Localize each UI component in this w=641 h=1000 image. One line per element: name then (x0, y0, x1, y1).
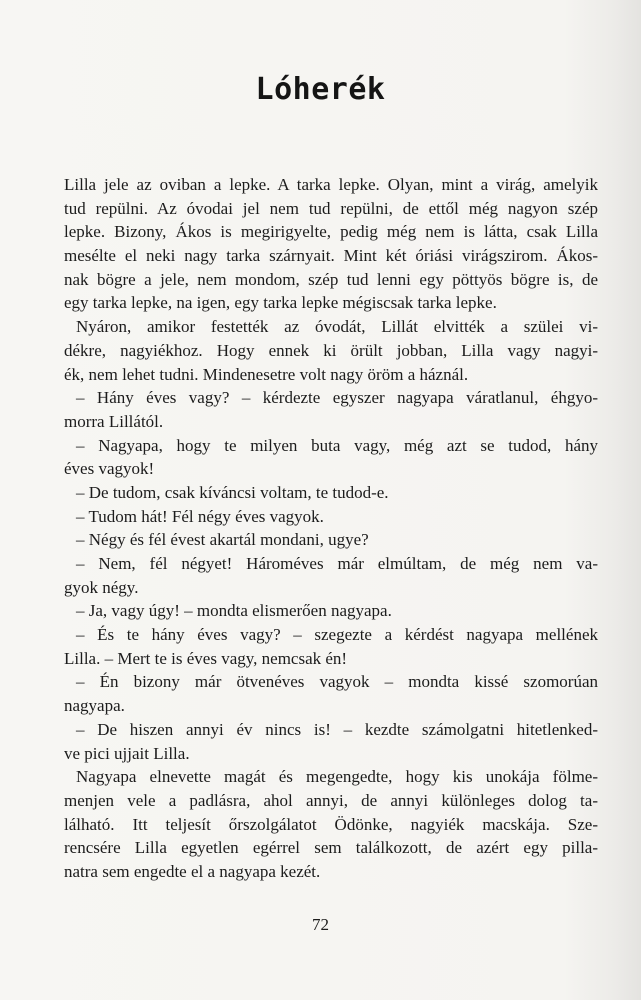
text-line: gyok négy. (64, 577, 139, 597)
text-line: ve pici ujjait Lilla. (64, 743, 190, 763)
text-line: Lilla. – Mert te is éves vagy, nemcsak én! (64, 648, 348, 668)
text-line: morra Lillától. (64, 411, 164, 431)
text-line: lálható. Itt teljesít őrszolgálatot Ödönke, nagyiék macskája. Sze- (64, 814, 598, 834)
text-line: Nagyapa elnevette magát és megengedte, hogy kis unokája fölme- (76, 767, 598, 787)
text-line: – Nem, fél négyet! Hároméves már elmúltam, de még nem va- (76, 554, 598, 573)
text-line: tud repülni. Az óvodai jel nem tud repülni, de ettől még nagyon szép (64, 198, 598, 218)
text-line: ék, nem lehet tudni. Mindenesetre volt nagy öröm a háznál. (64, 364, 469, 384)
text-line: – De tudom, csak kíváncsi voltam, te tudod-e. (76, 482, 389, 502)
text-line: nak bögre a jele, nem mondom, szép tud lenni egy pöttyös bögre is, de (64, 269, 598, 289)
text-line: nagyapa. (64, 696, 125, 716)
text-line: egy tarka lepke, na igen, egy tarka lepke mégiscsak tarka lepke. (64, 293, 497, 313)
text-line: lepke. Bizony, Ákos is megirigyelte, pedig még nem is látta, csak Lilla (64, 222, 598, 242)
text-line: – Én bizony már ötvenéves vagyok – mondta kissé szomorúan (76, 672, 598, 692)
text-line: – És te hány éves vagy? – szegezte a kérdést nagyapa mellének (76, 625, 598, 645)
body-text (64, 173, 598, 884)
text-line: menjen vele a padlásra, ahol annyi, de annyi különleges dolog ta- (64, 790, 598, 810)
text-line: Lilla jele az oviban a lepke. A tarka lepke. Olyan, mint a virág, amelyik (64, 175, 598, 194)
text-line: – Négy és fél évest akartál mondani, ugye? (76, 530, 369, 550)
page-number: 72 (312, 915, 329, 934)
text-line: – Ja, vagy úgy! – mondta elismerően nagyapa. (76, 601, 392, 621)
text-line: éves vagyok! (64, 459, 155, 479)
text-line: dékre, nagyiékhoz. Hogy ennek ki örült jobban, Lilla vagy nagyi- (64, 340, 598, 360)
chapter-title: Lóherék (255, 72, 386, 107)
text-line: Nyáron, amikor festették az óvodát, Lillát elvitték a szülei vi- (76, 317, 598, 337)
text-line: – Nagyapa, hogy te milyen buta vagy, még azt se tudod, hány (76, 435, 598, 455)
text-line: – Hány éves vagy? – kérdezte egyszer nagyapa váratlanul, éhgyo- (76, 388, 598, 408)
text-line: – Tudom hát! Fél négy éves vagyok. (76, 506, 324, 526)
text-line: rencsére Lilla egyetlen egérrel sem találkozott, de azért egy pilla- (64, 838, 598, 858)
text-line: mesélte el neki nagy tarka szárnyait. Mint két óriási virágszirom. Ákos- (64, 246, 598, 266)
text-line: – De hiszen annyi év nincs is! – kezdte számolgatni hitetlenked- (76, 719, 598, 739)
text-line: natra sem engedte el a nagyapa kezét. (64, 861, 321, 881)
